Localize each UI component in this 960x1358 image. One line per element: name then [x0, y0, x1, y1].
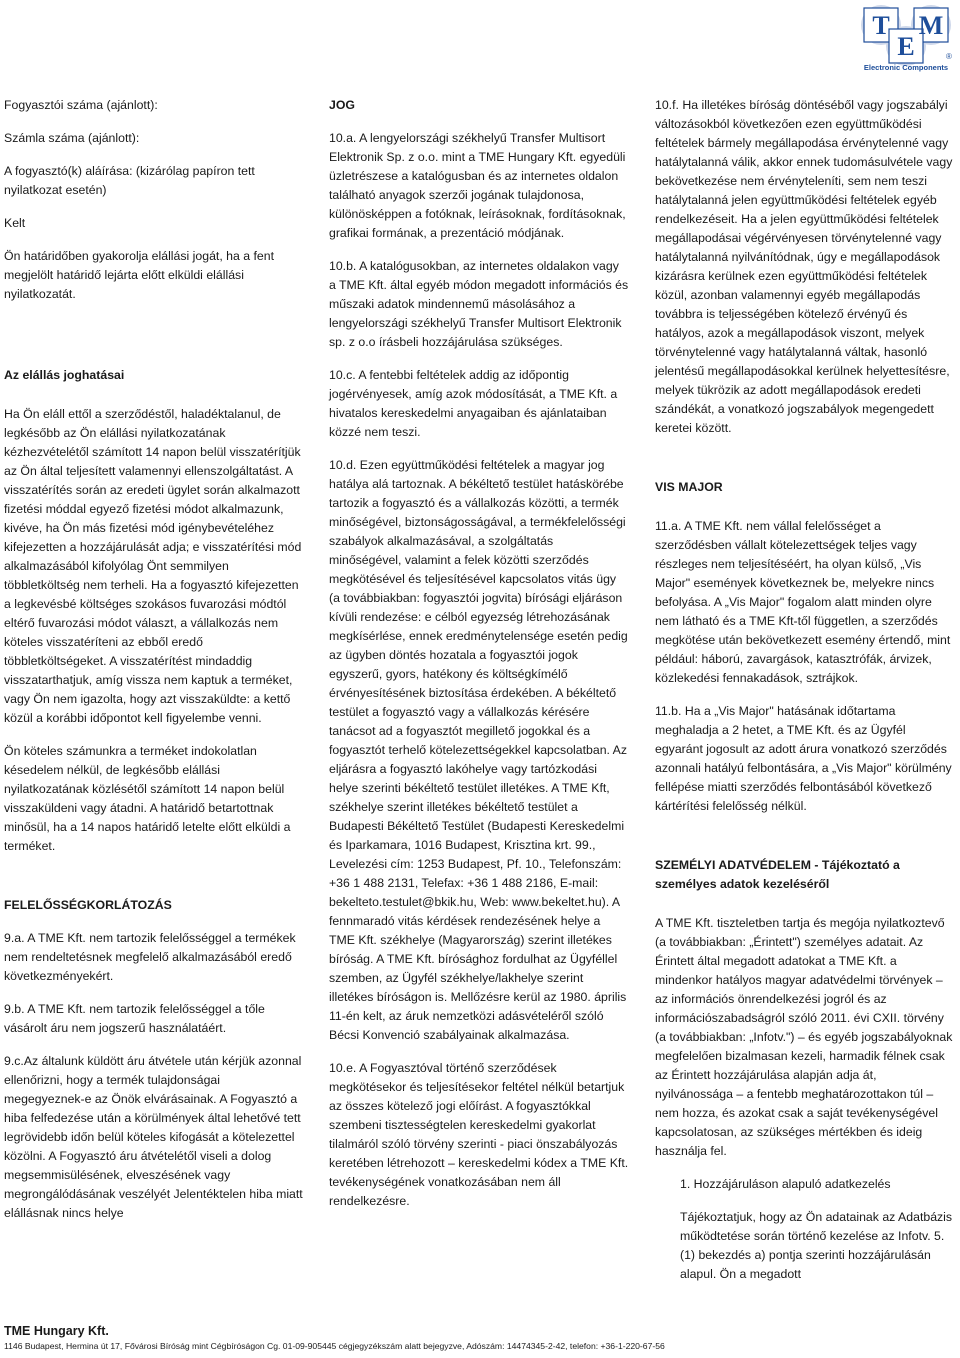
law-10f: 10.f. Ha illetékes bíróság döntéséből vagy jogszabályi változásokból következően ezen együttműködési feltételek bármely megállapodása érvénytelenné vagy hatálytalanná válik, akkor ennek tudomásulvétele vagy bekövetkezése nem érvényteleníti, sem nem teszi hatálytalanná jelen együttműködési feltételek egyéb rendelkezéseit. Ha a jelen együttműködési feltételek megállapodásai végérvényesen törvénytelenné vagy hatálytalanná nyilvánítódnak, úgy e megállapodások kizárásra kerülnek ezen együttműködési feltételek közül, azonban valamennyi egyéb megállapodás továbbra is teljességében kötelező érvényű és hatályos, azok a megállapodások viszont, melyek törvénytelenné vagy hatálytalanná váltak, hasonló jelentésű megállapodásokkal kerülnek helyettesítésre, melyek tükrözik az adott megállapodások eredeti szándékát, a vonatkozó jogszabályok megengedett keretei között.	[655, 98, 953, 435]
data-protection-intro: A TME Kft. tiszteletben tartja és megója nyilatkoztevő (a továbbiakban: „Érintett") személyes adatait. Az Érintett által megadott adatokat a TME Kft. a mindenkor hatályos magyar adatvédelmi törvények – az információs önrendelkezési jogról és az információszabadságról szóló 2011. évi CXII. törvény (a továbbiakban: „Infotv.") – és egyéb jogszabályoknak megfelelően bizalmasan kezeli, harmadik félnek csak az Érintett hozzájárulása alapján adja át, nyilvánossága – a fentebb meghatározottakon túl – nem hozza, és azokat csak a saját tevékenységével kapcsolatosan, az szükséges mértékben és ideig használja fel.	[655, 916, 953, 1158]
date-line: Kelt	[4, 216, 26, 230]
withdrawal-effects-paragraph: Ha Ön eláll ettől a szerződéstől, haladéktalanul, de legkésőbb az Ön elállási nyilatkozatának kézhezvételétől számított 14 napon belül visszatérítjük az Ön által teljesített valamennyi ellenszolgáltatást. A visszatérítés során az eredeti ügylet során alkalmazott fizetési móddal egyező fizetési módot alkalmazunk, kivéve, ha Ön más fizetési mód igénybevételéhez kifejezetten a hozzájárulását adja; e visszatérítési mód alkalmazásából kifolyólag Önt semmilyen többletköltség nem terheli. Ha a fogyasztó kifejezetten a legkevésbé költséges szokásos fuvarozási módtól eltérő fuvarozási módot választ, a vállalkozás nem köteles visszatéríteni az ebből eredő többletköltségeket. A visszatérítést mindaddig visszatarthatjuk, amíg vissza nem kaptuk a terméket, vagy Ön nem igazolta, hogy azt visszaküldte: a kettő közül a korábbi időpontot kell figyelembe venni.	[4, 407, 302, 725]
registered-mark: ®	[946, 52, 952, 61]
vis-major-11a: 11.a. A TME Kft. nem vállal felelősséget a szerződésben vállalt kötelezettségek teljes vagy részleges nem teljesítéséért, ha olyan külső, „Vis Major" események következnek be, melyekre nincs befolyása. A „Vis Major" fogalom alatt minden olyre nem látható és a TME Kft-től független, a szerződés megkötése után bekövetkezett esemény értendő, mint például: háború, zavargások, katasztrófák, árvizek, közlekedési fennakadások, sztrájkok.	[655, 519, 951, 685]
section-heading-law: JOG	[329, 98, 355, 112]
logo-letter-t: T	[872, 11, 890, 40]
column-left	[4, 96, 304, 1237]
consumer-number-line: Fogyasztói száma (ajánlott):	[4, 98, 158, 112]
law-10a: 10.a. A lengyelországi székhelyű Transfer Multisort Elektronik Sp. z o.o. mint a TME Hungary Kft. egyedüli üzletrészese a katalógusban és az internetes oldalon található anyagok szerzői jogának tulajdonosa, különösképpen a fotóknak, leírásoknak, fordításoknak, grafikai formának, a prezentáció módjának.	[329, 131, 626, 240]
liability-9a: 9.a. A TME Kft. nem tartozik felelősséggel a termékek nem rendeltetésnek megfelelő alkalmazásából eredő következményekért.	[4, 931, 296, 983]
law-10b: 10.b. A katalógusokban, az internetes oldalakon vagy a TME Kft. által egyéb módon megadott információs és műszaki adatok mindennemű másolásához a lengyelországi székhelyű Transfer Multisort Elektronik sp. z o.o írásbeli hozzájárulása szükséges.	[329, 259, 629, 349]
consent-based-processing-heading: 1. Hozzájáruláson alapuló adatkezelés	[680, 1177, 891, 1191]
vis-major-11b: 11.b. Ha a „Vis Major" hatásának időtartama meghaladja a 2 hetet, a TME Kft. és az Ügyfél egyaránt jogosult az adott árura vonatkozó szerződés azonnali hatályú felbontására, a „Vis Major" körülmény fellépése miatti szerződés felbontásából következő kártérítési felelősség nélkül.	[655, 704, 952, 813]
logo-tagline: Electronic Components	[863, 63, 949, 72]
section-heading-liability: FELELŐSSÉGKORLÁTOZÁS	[4, 898, 172, 912]
consent-based-processing-text: Tájékoztatjuk, hogy az Ön adatainak az Adatbázis működtetése során történő kezelése az Infotv. 5. (1) bekezdés a) pontja szerinti hozzájárulásán alapul. Ön a megadott	[680, 1210, 953, 1281]
footer	[4, 1323, 665, 1353]
logo-letter-m: M	[918, 11, 944, 40]
footer-company-name: TME Hungary Kft.	[4, 1324, 109, 1338]
invoice-number-line: Számla száma (ajánlott):	[4, 131, 140, 145]
law-10e: 10.e. A Fogyasztóval történő szerződések megkötésekor és teljesítésekor feltétel nélkül betartjuk az összes kötelező jogi előírást. A fogyasztókkal szembeni tisztességtelen kereskedelmi gyakorlat tilalmáról szóló törvény szerinti - piaci önszabályozás keretében létrehozott – kereskedelmi kódex a TME Kft. tevékenységének vonatkozásában nem áll rendelkezésre.	[329, 1061, 629, 1208]
law-10d: 10.d. Ezen együttműködési feltételek a magyar jog hatálya alá tartoznak. A békéltető testület hatáskörébe tartozik a fogyasztó és a vállalkozás közötti, a termék minőségével, biztonságosságával, a termékfelelősségi szabályok alkalmazásával, a szolgáltatás minőségével, valamint a felek közötti szerződés megkötésével és teljesítésével kapcsolatos vitás ügy (a továbbiakban: fogyasztói jogvita) bírósági eljáráson kívüli rendezése: e célból egyezség létrehozásának megkísérlése, ennek eredménytelensége esetén pedig az ügyben döntés hozatala a fogyasztói jogok egyszerű, gyors, hatékony és költségkímélő érvényesítésének biztosítása érdekében. A békéltető testület a fogyasztó vagy a vállalkozás kérésére tanácsot ad a fogyasztót megillető jogokkal és a fogyasztót terhelő kötelezettségekkel kapcsolatban. Az eljárásra a fogyasztó lakóhelye vagy tartózkodási helye szerinti békéltető testület illetékes. A TME Kft, székhelye szerint illetékes békéltető testület a Budapesti Békéltető Testület (Budapesti Kereskedelmi és Iparkamara, 1016 Budapest, Krisztina krt. 99., Levelezési cím: 1253 Budapest, Pf. 10., Telefonszám: +36 1 488 2131, Telefax: +36 1 488 2186, E-mail: bekelteto.testulet@bkik.hu, Web: www.bekeltet.hu). A fennmaradó vitás kérdések rendezésének helye a TME Kft. székhelye (Magyarország) szerint illetékes bíróság. A TME Kft. bírósághoz fordulhat az Ügyféllel szemben, az Ügyfél székhelye/lakhelye szerint illetékes bíróságon is. Mellőzésre kerül az 1980. április 11-én kelt, az áruk nemzetközi adásvételéről szóló Bécsi Konvenció szabályainak alkalmazása.	[329, 458, 628, 1042]
tme-logo-mark	[856, 2, 956, 72]
signature-line: A fogyasztó(k) aláírása: (kizárólag papíron tett nyilatkozat esetén)	[4, 164, 255, 197]
section-heading-data-protection: SZEMÉLYI ADATVÉDELEM - Tájékoztató a személyes adatok kezeléséről	[655, 858, 900, 891]
tme-logo	[856, 2, 956, 72]
liability-9b: 9.b. A TME Kft. nem tartozik felelősséggel a tőle vásárolt áru nem jogszerű használatáért.	[4, 1002, 265, 1035]
liability-9c: 9.c.Az általunk küldött áru átvétele után kérjük azonnal ellenőrizni, hogy a termék tulajdonságai megegyeznek-e az Önök elvárásainak. A Fogyasztó a hiba felfedezése után a körülmények által lehetővé tett legrövidebb időn belül köteles kifogását a kötelezettel közölni. A Fogyasztó áru átvételétől viseli a dolog megsemmisülésének, elveszésének vagy megrongálódásának veszélyét Jelentéktelen hiba miatt elállásnak nincs helye	[4, 1054, 303, 1220]
footer-address: 1146 Budapest, Hermina út 17, Fővárosi Bíróság mint Cégbíróságon Cg. 01-09-905445 cégjegyzékszám alatt bejegyzve, Adószám: 14474345-2-42, telefon: +36-1-220-67-56	[4, 1341, 665, 1351]
column-middle	[329, 96, 629, 1225]
section-heading-vis-major: VIS MAJOR	[655, 480, 723, 494]
return-goods-paragraph: Ön köteles számunkra a terméket indokolatlan késedelem nélkül, de legkésőbb elállási nyilatkozatának közlésétől számított 14 napon belül visszaküldeni vagy átadni. A határidő betartottnak minősül, ha a 14 napos határidő letelte előtt elküldi a terméket.	[4, 744, 291, 853]
logo-letter-e: E	[897, 32, 915, 61]
withdrawal-deadline-paragraph: Ön határidőben gyakorolja elállási jogát, ha a fent megjelölt határidő lejárta előtt elküldi elállási nyilatkozatát.	[4, 249, 275, 301]
column-right	[655, 96, 955, 1284]
law-10c: 10.c. A fentebbi feltételek addig az időpontig jogérvényesek, amíg azok módosítását, a TME Kft. a hivatalos kereskedelmi anyagaiban és ajánlataiban közzé nem teszi.	[329, 368, 618, 439]
section-heading-withdrawal-effects: Az elállás joghatásai	[4, 368, 125, 382]
